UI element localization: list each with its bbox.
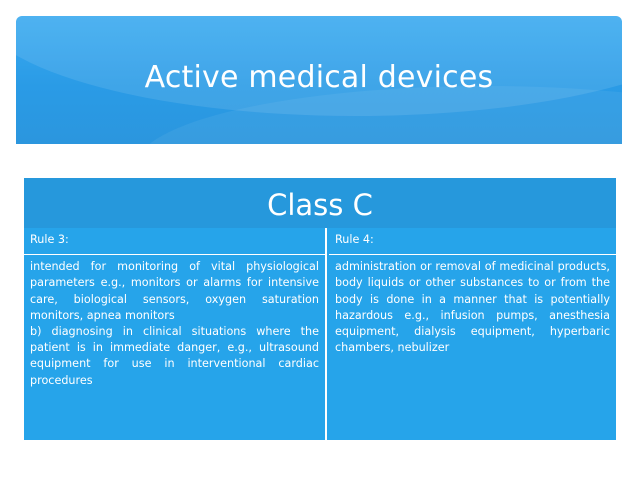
rule-3-paragraph-2: b) diagnosing in clinical situations where the patient is in immediate danger, e.g., ultrasound equipment for use in interventional cardiac procedures <box>30 325 319 387</box>
rule-3-body <box>30 259 319 389</box>
slide-title: Active medical devices <box>144 60 494 95</box>
class-c-table <box>24 178 616 440</box>
table-heading: Class C <box>267 188 373 222</box>
rule-4-column <box>329 228 616 440</box>
rule-3-column <box>24 228 327 440</box>
rule-4-label: Rule 4: <box>329 232 616 255</box>
title-banner <box>16 16 622 144</box>
rule-3-paragraph-1: intended for monitoring of vital physiological parameters e.g., monitors or alarms for intensive care, biological sensors, oxygen saturation monitors, apnea monitors <box>30 260 319 322</box>
rule-3-label: Rule 3: <box>24 232 325 255</box>
rule-4-paragraph-1: administration or removal of medicinal products, body liquids or other substances to or from the body is done in a manner that is potentially hazardous e.g., infusion pumps, anesthesia equipment, dialysis equipment, hyperbaric chambers, nebulizer <box>335 260 610 355</box>
rule-4-body <box>335 259 610 356</box>
table-header <box>24 178 616 228</box>
